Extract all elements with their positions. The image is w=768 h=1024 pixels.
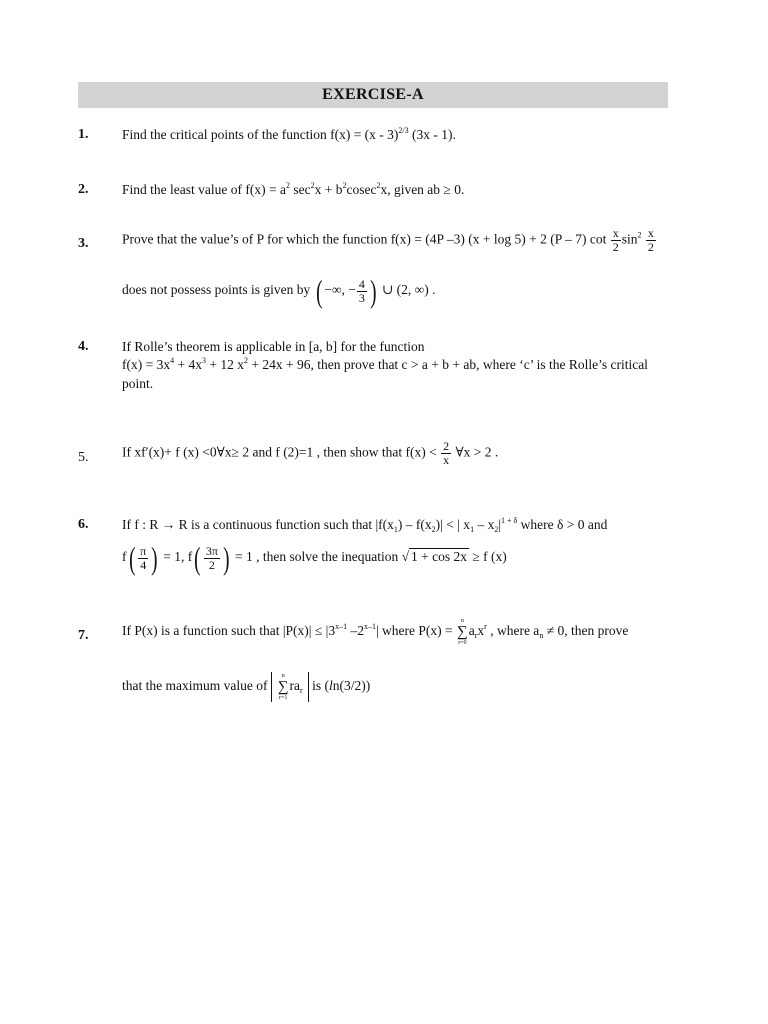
question-6-line-2 xyxy=(122,540,507,576)
q4-part: + 24x + 96, then prove that c > a + b + ab, where ‘c’ is the Rolle’s critical xyxy=(247,357,648,372)
q4-exp: 3 xyxy=(201,356,206,365)
question-number-6: 6. xyxy=(78,517,89,532)
q7-part: | where P(x) = xyxy=(375,623,457,639)
q6-part: | xyxy=(498,517,502,532)
right-paren: ) xyxy=(151,540,158,576)
q7-exp: x–1 xyxy=(335,622,348,632)
question-number-7: 7. xyxy=(78,628,89,643)
sum-upper-limit: n xyxy=(281,673,285,679)
frac-denominator: 2 xyxy=(612,240,619,254)
q3-sin: sin xyxy=(621,231,638,247)
q6-part: ) – f(x xyxy=(397,517,432,532)
q7-part: If P(x) is a function such that |P(x)| ≤ |3 xyxy=(122,623,336,639)
fraction-pi-over-4 xyxy=(138,545,148,572)
sigma-symbol: ∑ xyxy=(457,624,468,640)
q2-exp: 2 xyxy=(310,181,315,190)
summation-sign xyxy=(278,672,289,702)
q4-part: f(x) = 3x xyxy=(122,357,171,372)
q6-sub: 1 xyxy=(393,525,398,534)
q3-sin-exponent: 2 xyxy=(637,230,642,240)
q1-text: Find the critical points of the function f(x) = (x - 3) xyxy=(122,127,399,142)
question-number-3: 3. xyxy=(78,236,89,251)
q6-equation: = 1 , then solve the inequation xyxy=(231,549,402,565)
question-4-line-1: If Rolle’s theorem is applicable in [a, b] for the function xyxy=(122,339,425,354)
fraction-2-over-x xyxy=(441,440,451,467)
frac-numerator: π xyxy=(140,543,147,558)
square-root: √ 1 + cos 2x xyxy=(401,549,467,565)
q7-part: –2 xyxy=(347,623,364,639)
q2-exp: 2 xyxy=(285,181,290,190)
question-2-text xyxy=(122,182,464,198)
question-7-line-1 xyxy=(122,617,628,647)
frac-denominator: 2 xyxy=(204,558,220,572)
q6-part: where δ > 0 and xyxy=(517,517,608,532)
q6-part: )| < | x xyxy=(435,517,471,532)
frac-denominator: 3 xyxy=(358,290,365,305)
q6-sub: 1 xyxy=(470,525,475,534)
q6-end: ≥ f (x) xyxy=(468,549,507,565)
frac-denominator: x xyxy=(443,453,450,467)
q3-text: Prove that the value’s of P for which the function f(x) = (4P –3) (x + log 5) + 2 (P – 7) cot xyxy=(122,231,607,247)
q2-exp: 2 xyxy=(376,181,381,190)
sum-term-x: x xyxy=(477,623,485,639)
question-7-line-2 xyxy=(122,672,370,702)
q6-exp: 1 + δ xyxy=(501,516,518,525)
q7-exp: x–1 xyxy=(363,622,376,632)
fraction-x-over-2 xyxy=(611,227,621,254)
q7-part: ≠ 0, then prove xyxy=(543,623,629,639)
q6-part: – x xyxy=(474,517,495,532)
q7-part: is ( xyxy=(308,678,329,694)
q3-union: ∪ (2, ∞) . xyxy=(378,282,436,298)
frac-denominator: 2 xyxy=(647,240,654,254)
q4-part: + 12 x xyxy=(205,357,244,372)
absolute-value xyxy=(271,672,309,702)
q7-part: , where a xyxy=(486,623,540,639)
right-paren: ) xyxy=(223,540,230,576)
q6-sub: 2 xyxy=(431,525,436,534)
q2-part: Find the least value of f(x) = a xyxy=(122,182,286,197)
q7-sub: n xyxy=(539,631,544,641)
question-3-line-2 xyxy=(122,273,436,309)
question-1-text xyxy=(122,127,456,143)
sum-lower-limit: r=1 xyxy=(279,695,288,701)
q7-ln: l xyxy=(328,678,333,694)
q4-part: + 4x xyxy=(174,357,202,372)
sum-term: ra xyxy=(289,678,301,694)
fraction-4-over-3 xyxy=(357,278,367,305)
q2-part: x + b xyxy=(314,182,343,197)
question-number-5: 5. xyxy=(78,450,89,465)
fraction-x-over-2 xyxy=(646,227,656,254)
sum-upper-limit: n xyxy=(460,618,464,624)
left-paren: ( xyxy=(194,540,201,576)
question-4-line-2 xyxy=(122,357,648,373)
frac-denominator: 4 xyxy=(138,558,148,572)
q2-exp: 2 xyxy=(342,181,347,190)
q5-text: If xf′(x)+ f (x) <0∀x≥ 2 and f (2)=1 , then show that f(x) < xyxy=(122,444,437,460)
left-paren: ( xyxy=(128,540,136,576)
frac-numerator: x xyxy=(612,226,619,240)
q1-exponent: 2/3 xyxy=(398,126,409,135)
frac-numerator: 3π xyxy=(205,543,218,558)
question-number-2: 2. xyxy=(78,182,89,197)
summation-sign xyxy=(457,617,468,647)
q6-part: If f : R → R is a continuous function such that |f(x xyxy=(122,517,394,532)
q1-tail: (3x - 1). xyxy=(408,127,456,142)
q3-line2-text: does not possess points is given by xyxy=(122,282,314,298)
frac-numerator: 4 xyxy=(358,276,365,291)
right-paren: ) xyxy=(370,273,377,309)
fraction-3pi-over-2 xyxy=(204,545,220,572)
q2-part: sec xyxy=(289,182,311,197)
exercise-title: EXERCISE-A xyxy=(78,82,668,108)
q6-f: f xyxy=(122,549,127,565)
frac-numerator: x xyxy=(647,226,654,240)
question-number-4: 4. xyxy=(78,339,89,354)
sum-lower-limit: r=0 xyxy=(458,640,467,646)
sum-term: a xyxy=(468,623,475,639)
q6-mid: = 1, f xyxy=(159,549,193,565)
question-4-line-3: point. xyxy=(122,376,154,391)
question-5-text xyxy=(122,440,498,467)
sqrt-argument: 1 + cos 2x xyxy=(411,549,467,565)
question-6-line-1 xyxy=(122,517,607,533)
q4-exp: 2 xyxy=(243,356,248,365)
question-3-line-1 xyxy=(122,227,657,254)
frac-numerator: 2 xyxy=(443,439,450,453)
q6-sub: 2 xyxy=(494,525,499,534)
sigma-symbol: ∑ xyxy=(277,679,289,695)
q2-part: cosec xyxy=(346,182,377,197)
q4-exp: 4 xyxy=(170,356,175,365)
sum-term-exp: r xyxy=(484,622,487,632)
q7-line2-text: that the maximum value of xyxy=(122,678,271,694)
left-paren: ( xyxy=(315,273,323,309)
q5-tail: ∀x > 2 . xyxy=(452,444,499,460)
q2-part: x, given ab ≥ 0. xyxy=(380,182,465,197)
sum-term-sub: r xyxy=(474,631,478,641)
sum-term-sub: r xyxy=(300,686,303,696)
q3-interval-start: −∞, − xyxy=(324,282,356,298)
question-number-1: 1. xyxy=(78,127,89,142)
q7-part: n(3/2)) xyxy=(332,678,371,694)
